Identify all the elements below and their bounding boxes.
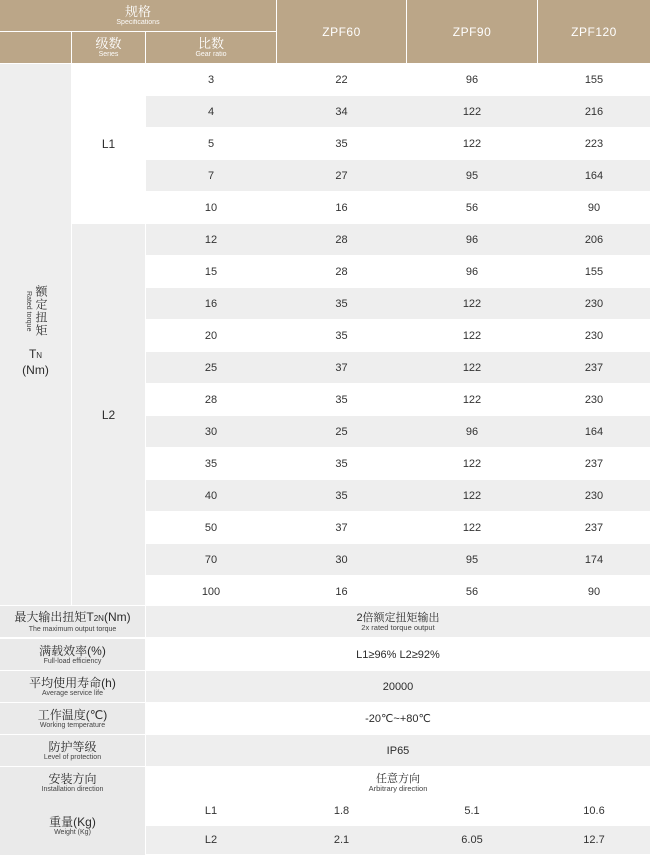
- torque-zpf60-value: 25: [335, 425, 348, 438]
- spec-value-zh: IP65: [386, 744, 410, 757]
- gear-ratio-value: 4: [207, 105, 215, 118]
- header-model-zpf60: ZPF60: [277, 0, 406, 63]
- torque-zpf60-value: 28: [335, 233, 348, 246]
- weight-series-value: L2: [204, 834, 218, 846]
- spec-label: [0, 606, 145, 637]
- rated-torque-symbol: T: [28, 347, 37, 361]
- torque-zpf120-value: 223: [584, 137, 604, 150]
- series-l1-cell: [72, 64, 145, 223]
- torque-zpf120-value: 90: [587, 585, 601, 598]
- spec-label-zh: 满载效率(%): [39, 643, 106, 658]
- series-l2-cell: [72, 224, 145, 605]
- torque-zpf90-value: 122: [462, 521, 482, 534]
- torque-zpf120-value: 164: [584, 169, 604, 182]
- torque-zpf60-value: 27: [335, 169, 348, 182]
- torque-zpf90-value: 95: [465, 553, 479, 566]
- torque-zpf60-value: 37: [335, 361, 348, 374]
- gear-ratio-value: 3: [207, 73, 215, 86]
- spec-label-en: Working temperature: [39, 721, 106, 729]
- rated-torque-label: [0, 285, 71, 385]
- ratio-zh: 比数: [197, 35, 224, 51]
- spec-value-zh: L1≥96% L2≥92%: [356, 648, 440, 661]
- gear-ratio-value: 7: [207, 169, 215, 182]
- torque-zpf120-value: 230: [584, 297, 604, 310]
- torque-zpf120-value: 174: [584, 553, 604, 566]
- weight-label-en: Weight (Kg): [54, 829, 91, 836]
- header-blank: [0, 32, 71, 63]
- gear-ratio-value: 35: [204, 457, 218, 470]
- spec-value-zh: 2倍额定扭矩输出: [356, 611, 440, 624]
- header-model-zpf120: ZPF120: [538, 0, 650, 63]
- gear-ratio-value: 15: [204, 265, 218, 278]
- torque-zpf60-value: 16: [335, 201, 348, 214]
- rated-torque-zh: 额定扭矩: [34, 285, 48, 337]
- gear-ratio-value: 12: [204, 233, 218, 246]
- spec-value: [146, 703, 650, 734]
- spec-label-en: Installation direction: [41, 785, 104, 793]
- torque-zpf90-value: 122: [462, 361, 482, 374]
- torque-zpf60-value: 16: [335, 585, 348, 598]
- torque-zpf120-value: 164: [584, 425, 604, 438]
- torque-zpf90-value: 122: [462, 105, 482, 118]
- torque-zpf120-value: 237: [584, 457, 604, 470]
- spec-label: [0, 671, 145, 702]
- weight-zpf60-value: 2.1: [333, 834, 350, 846]
- torque-zpf120-value: 216: [584, 105, 604, 118]
- spec-label: [0, 703, 145, 734]
- torque-zpf60-value: 22: [335, 73, 348, 86]
- torque-zpf90-value: 56: [465, 201, 479, 214]
- spec-label-zh-tail: (Nm): [103, 609, 131, 624]
- torque-zpf90-value: 96: [465, 425, 479, 438]
- torque-zpf90-value: 95: [465, 169, 479, 182]
- torque-zpf60-value: 28: [335, 265, 348, 278]
- spec-value: [146, 671, 650, 702]
- spec-label-en: Full-load efficiency: [43, 657, 102, 665]
- torque-zpf60-value: 37: [335, 521, 348, 534]
- torque-zpf120-value: 155: [584, 265, 604, 278]
- weight-zpf60-value: 1.8: [333, 805, 350, 817]
- header-specifications: [0, 0, 276, 31]
- torque-zpf120-value: 90: [587, 201, 601, 214]
- torque-zpf120-value: 155: [584, 73, 604, 86]
- rated-torque-en: Rated torque: [25, 290, 32, 332]
- torque-zpf90-value: 96: [465, 265, 479, 278]
- weight-zpf90-value: 5.1: [464, 805, 480, 817]
- torque-zpf60-value: 35: [335, 489, 348, 502]
- spec-label-en: Level of protection: [43, 753, 102, 761]
- torque-zpf120-value: 230: [584, 489, 604, 502]
- weight-zpf120-value: 10.6: [583, 805, 605, 817]
- gear-ratio-value: 16: [204, 297, 218, 310]
- spec-label-zh: 安装方向: [48, 771, 97, 786]
- torque-zpf90-value: 122: [462, 457, 482, 470]
- series-zh: 级数: [95, 35, 122, 51]
- torque-zpf90-value: 122: [462, 489, 482, 502]
- weight-zpf90-value: 6.05: [461, 834, 483, 846]
- spec-label-zh: 工作温度(℃): [37, 707, 108, 722]
- spec-en: Specifications: [116, 18, 160, 26]
- header-gear-ratio: [146, 32, 276, 63]
- weight-label: [0, 797, 145, 855]
- torque-zpf90-value: 122: [462, 393, 482, 406]
- rated-torque-symbol-sub: N: [36, 351, 43, 360]
- torque-zpf120-value: 237: [584, 361, 604, 374]
- gear-ratio-value: 25: [204, 361, 218, 374]
- spec-label-zh-sub: 2N: [93, 613, 104, 623]
- series-en: Series: [98, 50, 119, 58]
- spec-zh: 规格: [124, 3, 151, 19]
- spec-value-zh: 20000: [382, 680, 414, 693]
- torque-zpf90-value: 122: [462, 137, 482, 150]
- torque-zpf120-value: 230: [584, 393, 604, 406]
- spec-value-en: 2x rated torque output: [361, 622, 435, 632]
- gear-ratio-value: 50: [204, 521, 218, 534]
- spec-value-zh: -20℃~+80℃: [365, 712, 431, 725]
- weight-zpf120-value: 12.7: [583, 834, 605, 846]
- spec-value-zh: 任意方向: [376, 772, 420, 785]
- spec-label-zh: [14, 610, 130, 626]
- gear-ratio-value: 28: [204, 393, 218, 406]
- torque-zpf90-value: 96: [465, 233, 479, 246]
- torque-zpf60-value: 35: [335, 329, 348, 342]
- header-series: [72, 32, 145, 63]
- gear-ratio-value: 10: [204, 201, 218, 214]
- spec-label: [0, 639, 145, 670]
- weight-label-zh: 重量(Kg): [49, 815, 96, 829]
- torque-zpf90-value: 122: [462, 329, 482, 342]
- spec-label: [0, 767, 145, 798]
- weight-series-value: L1: [204, 805, 218, 817]
- spec-label-en: The maximum output torque: [28, 625, 117, 633]
- torque-zpf90-value: 56: [465, 585, 479, 598]
- torque-zpf60-value: 35: [335, 137, 348, 150]
- header-model-zpf90: ZPF90: [407, 0, 537, 63]
- gear-ratio-value: 5: [207, 137, 215, 150]
- ratio-en: Gear ratio: [195, 50, 227, 58]
- spec-label-zh: 防护等级: [48, 739, 97, 754]
- torque-zpf60-value: 30: [335, 553, 348, 566]
- spec-value: [146, 735, 650, 766]
- spec-label-zh: 平均使用寿命(h): [29, 675, 116, 690]
- torque-zpf120-value: 206: [584, 233, 604, 246]
- spec-label-en: Average service life: [42, 689, 103, 697]
- torque-zpf60-value: 35: [335, 297, 348, 310]
- gear-ratio-value: 70: [204, 553, 218, 566]
- spec-label-zh-main: 最大输出扭矩T: [14, 609, 94, 624]
- torque-zpf120-value: 230: [584, 329, 604, 342]
- torque-zpf60-value: 34: [335, 105, 348, 118]
- rated-torque-unit: (Nm): [22, 363, 49, 377]
- torque-zpf60-value: 35: [335, 457, 348, 470]
- gear-ratio-value: 40: [204, 489, 218, 502]
- gear-ratio-value: 20: [204, 329, 218, 342]
- torque-zpf60-value: 35: [335, 393, 348, 406]
- spec-value: [146, 639, 650, 670]
- gear-ratio-value: 30: [204, 425, 218, 438]
- spec-value-en: Arbitrary direction: [368, 783, 428, 793]
- spec-value: [146, 606, 650, 637]
- spec-value: [146, 767, 650, 798]
- torque-zpf90-value: 96: [465, 73, 479, 86]
- torque-zpf90-value: 122: [462, 297, 482, 310]
- torque-zpf120-value: 237: [584, 521, 604, 534]
- series-l1-label: L1: [101, 136, 116, 151]
- series-l2-label: L2: [101, 407, 116, 422]
- spec-label: [0, 735, 145, 766]
- gear-ratio-value: 100: [201, 585, 221, 598]
